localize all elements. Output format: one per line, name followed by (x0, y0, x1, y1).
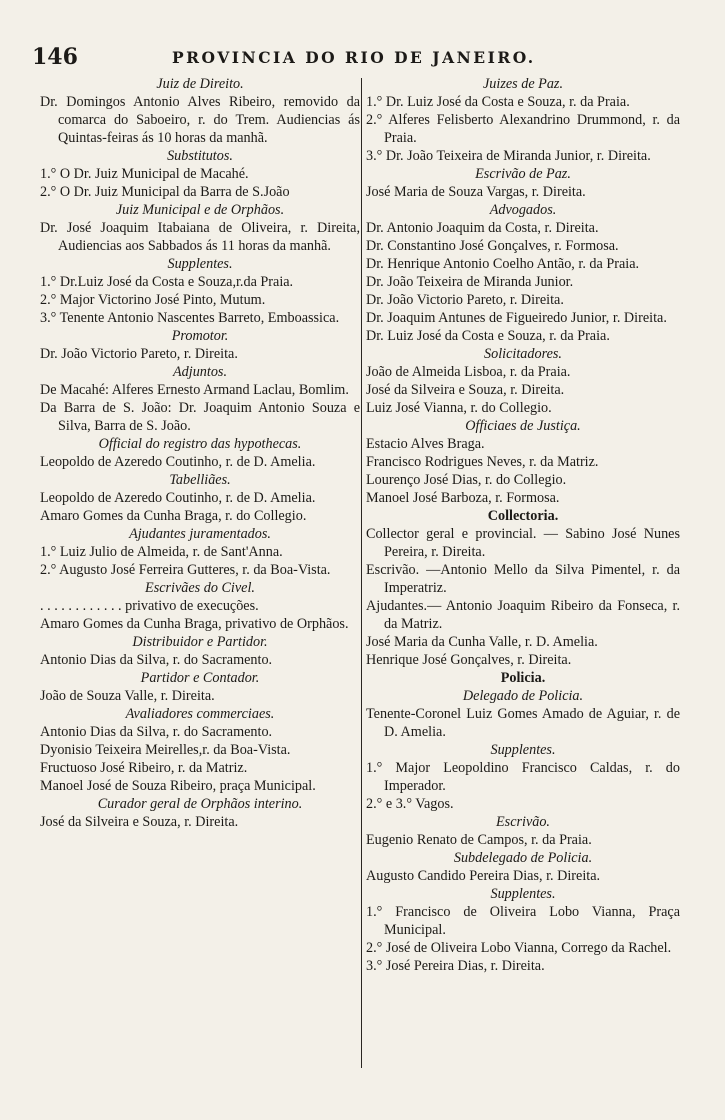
right-column (366, 75, 680, 975)
directory-entry: Dr. José Joaquim Itabaiana de Oliveira, r. Direita, Audiencias aos Sabbados ás 11 horas da manhã. (40, 220, 360, 254)
section-heading: Promotor. (171, 328, 229, 344)
directory-entry: Dr. Joaquim Antunes de Figueiredo Junior, r. Direita. (366, 310, 667, 326)
directory-entry: Dr. João Victorio Pareto, r. Direita. (40, 346, 238, 362)
section-heading: Distribuidor e Partidor. (132, 634, 268, 650)
section-title: Policia. (500, 670, 546, 686)
directory-entry: 2.° O Dr. Juiz Municipal da Barra de S.João (40, 184, 290, 200)
directory-entry: José Maria de Souza Vargas, r. Direita. (366, 184, 586, 200)
directory-entry: Dr. Antonio Joaquim da Costa, r. Direita. (366, 220, 599, 236)
directory-entry: 1.° Dr. Luiz José da Costa e Souza, r. da Praia. (366, 94, 630, 110)
section-heading: Delegado de Policia. (462, 688, 584, 704)
page-header (32, 44, 702, 72)
section-heading: Supplentes. (490, 742, 556, 758)
directory-entry: Collector geral e provincial. — Sabino José Nunes Pereira, r. Direita. (366, 526, 680, 560)
directory-entry: Antonio Dias da Silva, r. do Sacramento. (40, 652, 273, 668)
directory-entry: 1.° O Dr. Juiz Municipal de Macahé. (40, 166, 249, 182)
directory-entry: Antonio Dias da Silva, r. do Sacramento. (40, 724, 273, 740)
directory-entry: Dr. Constantino José Gonçalves, r. Formosa. (366, 238, 619, 254)
section-heading: Juizes de Paz. (483, 76, 563, 92)
section-heading: Supplentes. (490, 886, 556, 902)
directory-entry: Dr. João Teixeira de Miranda Junior. (366, 274, 574, 290)
section-heading: Escrivão de Paz. (475, 166, 571, 182)
section-heading: Tabelliães. (169, 472, 231, 488)
directory-entry: De Macahé: Alferes Ernesto Armand Laclau, Bomlim. (40, 382, 349, 398)
directory-entry: João de Almeida Lisboa, r. da Praia. (366, 364, 571, 380)
left-column (40, 75, 360, 831)
directory-entry: Lourenço José Dias, r. do Collegio. (366, 472, 567, 488)
directory-entry: Dr. Henrique Antonio Coelho Antão, r. da Praia. (366, 256, 640, 272)
section-heading: Curador geral de Orphãos interino. (97, 796, 303, 812)
directory-entry: José da Silveira e Souza, r. Direita. (40, 814, 239, 830)
directory-entry: Luiz José Vianna, r. do Collegio. (366, 400, 552, 416)
directory-entry: 1.° Major Leopoldino Francisco Caldas, r. do Imperador. (366, 760, 680, 794)
directory-entry: Dr. João Victorio Pareto, r. Direita. (366, 292, 564, 308)
directory-entry: Amaro Gomes da Cunha Braga, privativo de Orphãos. (40, 616, 349, 632)
directory-entry: José Maria da Cunha Valle, r. D. Amelia. (366, 634, 598, 650)
directory-entry: Leopoldo de Azeredo Coutinho, r. de D. Amelia. (40, 490, 316, 506)
directory-entry: Dr. Domingos Antonio Alves Ribeiro, removido da comarca do Saboeiro, r. do Trem. Audiencias ás Quintas-feiras ás 10 horas da manhã. (40, 94, 360, 146)
section-heading: Subdelegado de Policia. (453, 850, 593, 866)
directory-entry: 1.° Dr.Luiz José da Costa e Souza,r.da Praia. (40, 274, 294, 290)
directory-entry: Fructuoso José Ribeiro, r. da Matriz. (40, 760, 248, 776)
directory-entry: 1.° Luiz Julio de Almeida, r. de Sant'Anna. (40, 544, 283, 560)
section-heading: Escrivães do Civel. (145, 580, 255, 596)
directory-entry: 2.° Major Victorino José Pinto, Mutum. (40, 292, 266, 308)
directory-entry: Henrique José Gonçalves, r. Direita. (366, 652, 572, 668)
running-title: PROVINCIA DO RIO DE JANEIRO. (172, 48, 536, 67)
section-heading: Solicitadores. (484, 346, 562, 362)
column-divider (361, 78, 362, 1068)
directory-entry: 3.° Tenente Antonio Nascentes Barreto, Emboassica. (40, 310, 340, 326)
section-heading: Ajudantes juramentados. (129, 526, 271, 542)
section-heading: Partidor e Contador. (140, 670, 260, 686)
section-heading: Adjuntos. (173, 364, 227, 380)
directory-entry: Francisco Rodrigues Neves, r. da Matriz. (366, 454, 599, 470)
directory-entry: . . . . . . . . . . . . privativo de execuções. (40, 598, 259, 614)
directory-entry: Da Barra de S. João: Dr. Joaquim Antonio Souza e Silva, Barra de S. João. (40, 400, 360, 434)
directory-entry: Eugenio Renato de Campos, r. da Praia. (366, 832, 592, 848)
section-heading: Advogados. (489, 202, 557, 218)
section-heading: Avaliadores commerciaes. (125, 706, 275, 722)
directory-entry: 2.° Augusto José Ferreira Gutteres, r. da Boa-Vista. (40, 562, 331, 578)
section-heading: Juiz Municipal e de Orphãos. (115, 202, 285, 218)
directory-entry: Manoel José Barboza, r. Formosa. (366, 490, 560, 506)
section-heading: Official do registro das hypothecas. (98, 436, 302, 452)
section-heading: Supplentes. (167, 256, 233, 272)
directory-entry: 2.° Alferes Felisberto Alexandrino Drummond, r. da Praia. (366, 112, 680, 146)
directory-entry: Leopoldo de Azeredo Coutinho, r. de D. Amelia. (40, 454, 316, 470)
directory-entry: Manoel José de Souza Ribeiro, praça Municipal. (40, 778, 316, 794)
directory-entry: Augusto Candido Pereira Dias, r. Direita. (366, 868, 601, 884)
directory-entry: 3.° Dr. João Teixeira de Miranda Junior, r. Direita. (366, 148, 651, 164)
directory-entry: José da Silveira e Souza, r. Direita. (366, 382, 565, 398)
directory-entry: 3.° José Pereira Dias, r. Direita. (366, 958, 545, 974)
directory-entry: Estacio Alves Braga. (366, 436, 485, 452)
section-heading: Escrivão. (496, 814, 550, 830)
section-heading: Juiz de Direito. (156, 76, 244, 92)
directory-entry: Amaro Gomes da Cunha Braga, r. do Collegio. (40, 508, 307, 524)
directory-entry: 1.° Francisco de Oliveira Lobo Vianna, Praça Municipal. (366, 904, 680, 938)
directory-entry: João de Souza Valle, r. Direita. (40, 688, 215, 704)
directory-entry: Tenente-Coronel Luiz Gomes Amado de Aguiar, r. de D. Amelia. (366, 706, 680, 740)
directory-entry: 2.° e 3.° Vagos. (366, 796, 454, 812)
section-title: Collectoria. (487, 508, 559, 524)
directory-entry: 2.° José de Oliveira Lobo Vianna, Corrego da Rachel. (366, 940, 672, 956)
directory-entry: Dyonisio Teixeira Meirelles,r. da Boa-Vista. (40, 742, 291, 758)
section-heading: Officiaes de Justiça. (465, 418, 581, 434)
section-heading: Substitutos. (167, 148, 233, 164)
directory-entry: Escrivão. —Antonio Mello da Silva Pimentel, r. da Imperatriz. (366, 562, 680, 596)
directory-entry: Dr. Luiz José da Costa e Souza, r. da Praia. (366, 328, 610, 344)
page-number: 146 (32, 44, 78, 70)
directory-entry: Ajudantes.— Antonio Joaquim Ribeiro da Fonseca, r. da Matriz. (366, 598, 680, 632)
